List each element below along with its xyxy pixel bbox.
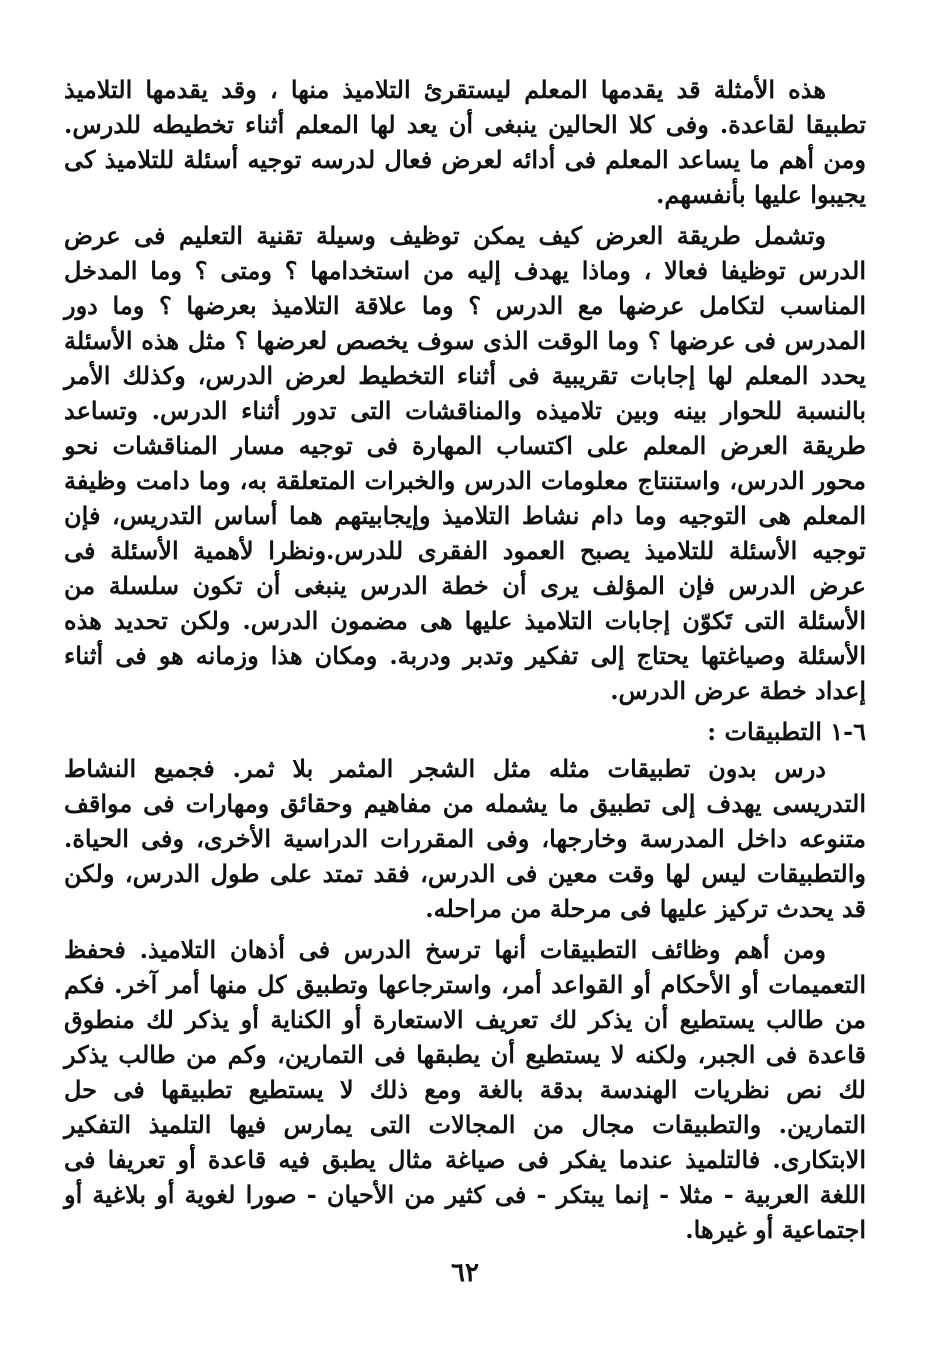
page-body [64, 72, 866, 1253]
page-number: ٦٢ [451, 1258, 479, 1288]
paragraph-applications-functions: ومن أهم وظائف التطبيقات أنها ترسخ الدرس فى أذهان التلاميذ. فحفظ التعميمات أو الأحكام أو القواعد أمر، واسترجاعها وتطبيق كل منها أمر آخر. فكم من طالب يستطيع أن يذكر لك تعريف الاستعارة أو الكناية أو يذكر لك منطوق قاعدة فى الجبر، ولكنه لا يستطيع أن يطبقها فى التمارين، وكم من طالب يذكر لك نص نظريات الهندسة بدقة بالغة ومع ذلك لا يستطيع تطبيقها فى حل التمارين. والتطبيقات مجال من المجالات التى يمارس فيها التلميذ التفكير الابتكارى. فالتلميذ عندما يفكر فى صياغة مثال يطبق فيه قاعدة أو تعريفا فى اللغة العربية - مثلا - إنما يبتكر - فى كثير من الأحيان - صورا لغوية أو بلاغية أو اجتماعية أو غيرها. [64, 935, 866, 1244]
paragraph-applications-intro: درس بدون تطبيقات مثله مثل الشجر المثمر بلا ثمر. فجميع النشاط التدريسى يهدف إلى تطبيق ما يشمله من مفاهيم وحقائق ومهارات فى مواقف متنوعه داخل المدرسة وخارجها، وفى المقررات الدراسية الأخرى، وفى الحياة. والتطبيقات ليس لها وقت معين فى الدرس، فقد تمتد على طول الدرس، ولكن قد يحدث تركيز عليها فى مرحلة من مراحله. [64, 754, 866, 923]
paragraph-presentation-method: وتشمل طريقة العرض كيف يمكن توظيف وسيلة تقنية التعليم فى عرض الدرس توظيفا فعالا ، وماذا يهدف إليه من استخدامها ؟ ومتى ؟ وما المدخل المناسب لتكامل عرضها مع الدرس ؟ وما علاقة التلاميذ بعرضها ؟ وما دور المدرس فى عرضها ؟ وما الوقت الذى سوف يخصص لعرضها ؟ مثل هذه الأسئلة يحدد المعلم لها إجابات تقريبية فى أثناء التخطيط لعرض الدرس، وكذلك الأمر بالنسبة للحوار بينه وبين تلاميذه والمناقشات التى تدور أثناء الدرس. وتساعد طريقة العرض المعلم على اكتساب المهارة فى توجيه مسار المناقشات نحو محور الدرس، واستنتاج معلومات الدرس والخبرات المتعلقة به، وما دامت وظيفة المعلم هى التوجيه وما دام نشاط التلاميذ وإيجابيتهم هما أساس التدريس، فإن توجيه الأسئلة للتلاميذ يصبح العمود الفقرى للدرس.ونظرا لأهمية الأسئلة فى عرض الدرس فإن المؤلف يرى أن خطة الدرس ينبغى أن تكون سلسلة من الأسئلة التى تَكوّن إجابات التلاميذ عليها هى مضمون الدرس. ولكن تحديد هذه الأسئلة وصياغتها يحتاج إلى تفكير وتدبر ودربة. ومكان هذا وزمانه هو فى أثناء إعداد خطة عرض الدرس. [64, 221, 867, 705]
section-heading-applications: ٦-١ التطبيقات : [707, 717, 866, 746]
paragraph-examples: هذه الأمثلة قد يقدمها المعلم ليستقرئ التلاميذ منها ، وقد يقدمها التلاميذ تطبيقا لقاعدة. وفى كلا الحالين ينبغى أن يعد لها المعلم أثناء تخطيطه للدرس. ومن أهم ما يساعد المعلم فى أدائه لعرض فعال لدرسه توجيه أسئلة للتلاميذ كى يجيبوا عليها بأنفسهم. [64, 75, 866, 209]
